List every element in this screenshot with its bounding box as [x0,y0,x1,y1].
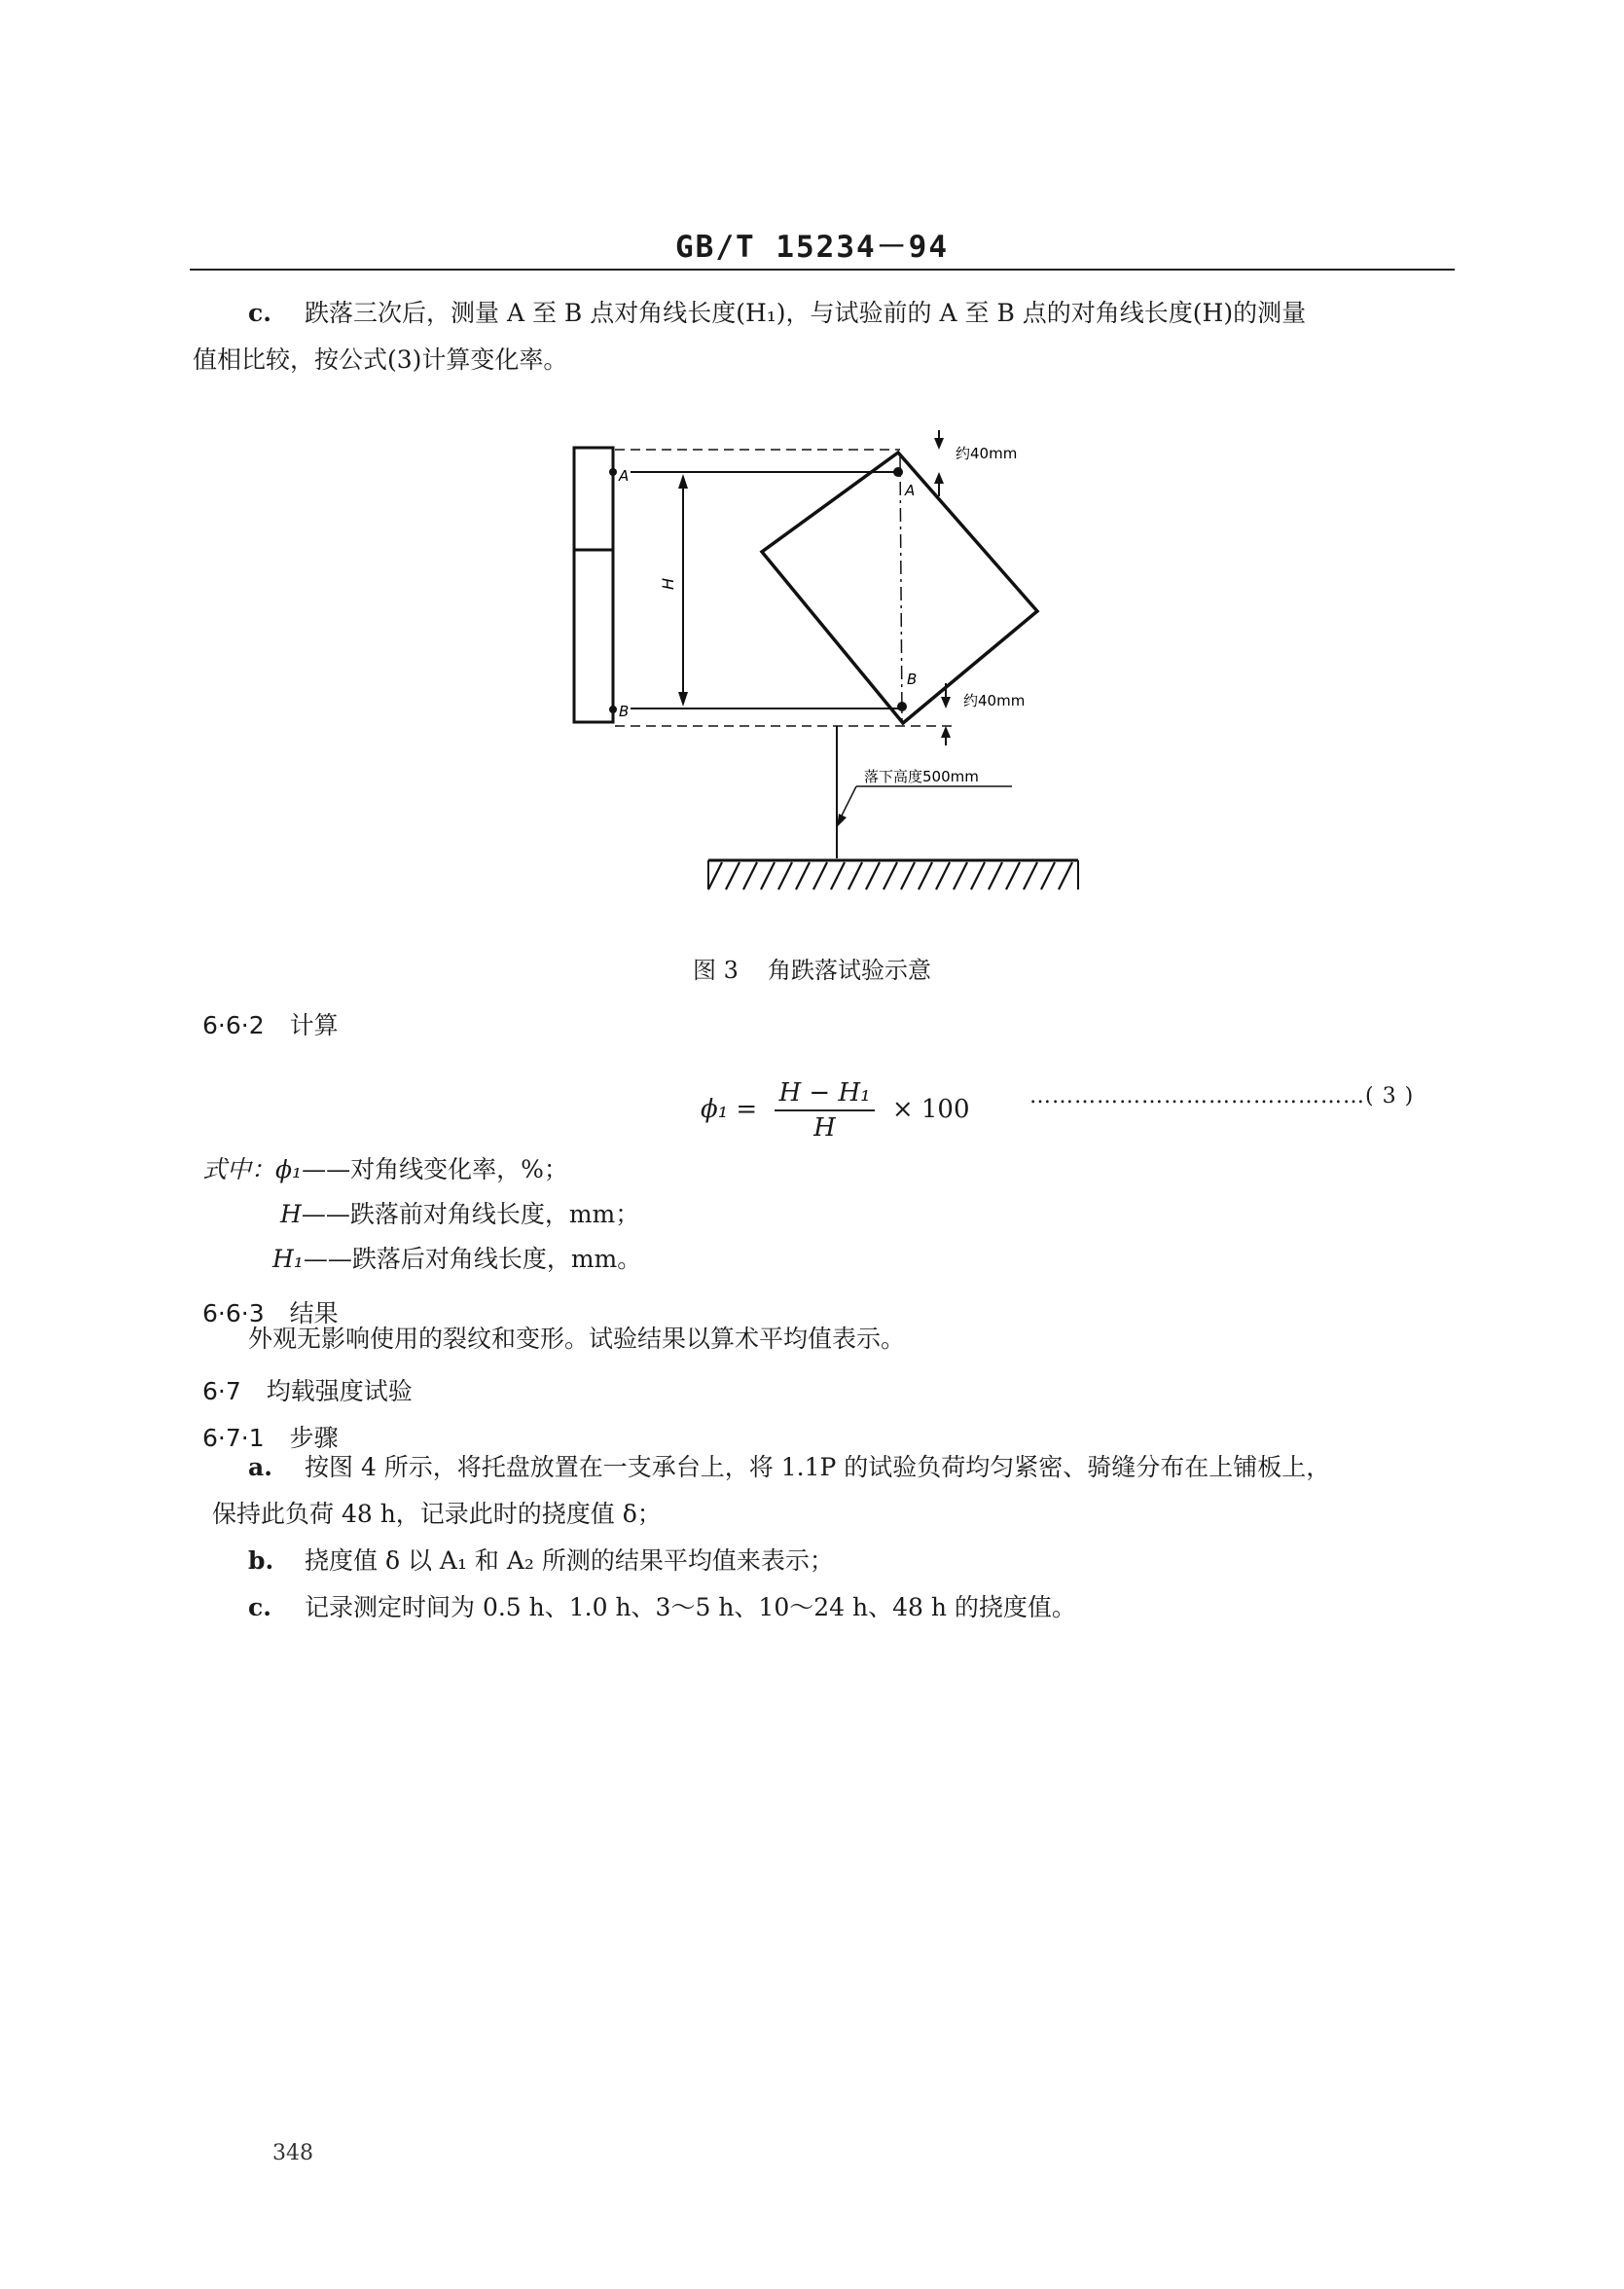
step-a-label: a. [248,1453,272,1481]
formula-number: ( 3 ) [1365,1084,1415,1108]
page-number: 348 [272,2141,313,2165]
drop-height-leader-arrow [837,814,847,827]
section-6-7-1-title: 步骤 [289,1424,339,1452]
definition-h1-symbol: H₁ [272,1245,304,1273]
corner-point-b [897,702,907,711]
section-6-6-3-body: 外观无影响使用的裂纹和变形。试验结果以算术平均值表示。 [248,1325,906,1353]
definition-h1 [272,1236,641,1283]
caption-title: 角跌落试验示意 [767,957,931,984]
step-b-label: b. [248,1546,274,1575]
corner-label-a: A [905,482,916,499]
header-rule [190,269,1455,271]
gap-top-arrowhead-upper [934,438,944,450]
step-a-text1: 按图 4 所示，将托盘放置在一支承台上，将 1.1P 的试验负荷均匀紧密、骑缝分布在上铺板上， [305,1453,1331,1481]
definition-h [280,1191,639,1238]
h-arrow-top [678,474,688,489]
ground-hatching [708,862,1072,890]
tilted-pallet [762,453,1037,723]
definition-h-symbol: H [280,1200,302,1228]
formula-lhs: ϕ₁ = [701,1095,758,1124]
section-6-6-2-title: 计算 [289,1011,339,1039]
corner-drop-diagram [545,428,1109,915]
section-6-6-2 [202,1006,339,1041]
step-b-text: 挠度值 δ 以 A₁ 和 A₂ 所测的结果平均值来表示； [305,1546,834,1575]
formula-numerator: H − H₁ [775,1078,874,1111]
h-label: H [659,577,677,590]
side-point-a [609,468,617,476]
step-c-text1: 跌落三次后，测量 A 至 B 点对角线长度(H₁)，与试验前的 A 至 B 点的对角线长度(H)的测量 [305,299,1307,327]
definition-phi-text: ——对角线变化率，%； [302,1155,568,1183]
formula-multiplier: × 100 [891,1095,970,1124]
diagonal-centerline [900,455,902,720]
side-point-b [609,706,617,713]
formula-leader-line [1029,1084,1414,1108]
pallet-side-view [574,448,613,722]
step-c2-text: 记录测定时间为 0.5 h、1.0 h、3～5 h、10～24 h、48 h 的挠度值。 [305,1593,1076,1621]
step-b [248,1538,834,1584]
caption-number: 图 3 [693,957,739,984]
step-a-line2: 保持此负荷 48 h，记录此时的挠度值 δ； [212,1500,662,1528]
section-6-7-1-number: 6·7·1 [202,1424,265,1452]
formula-leader: ……………………………………… [1029,1084,1365,1108]
side-label-b: B [619,703,630,720]
section-6-6-2-number: 6·6·2 [202,1011,265,1039]
gap-bottom-label: 约40mm [963,692,1026,709]
definition-h1-text: ——跌落后对角线长度，mm。 [303,1245,642,1273]
section-6-6-3-title: 结果 [289,1299,339,1327]
gap-top-arrowhead-lower [934,472,944,484]
section-6-7-number: 6·7 [202,1377,241,1405]
corner-label-b: B [907,671,918,688]
figure-caption [0,951,1624,985]
step-c-line1 [248,290,1306,337]
definition-phi-symbol: 式中：ϕ₁ [202,1155,303,1183]
standard-number: GB/T 15234－94 [675,230,949,265]
definition-phi [202,1146,568,1193]
step-c-line2: 值相比较，按公式(3)计算变化率。 [193,345,568,374]
corner-point-a [893,467,903,477]
step-c2-label: c. [248,1593,271,1621]
formula [701,1078,970,1143]
section-6-7 [202,1372,413,1407]
drop-height-label: 落下高度500mm [864,768,979,785]
formula-fraction [775,1078,874,1143]
h-arrow-bottom [678,692,688,707]
side-label-a: A [619,467,630,485]
section-6-6-3-number: 6·6·3 [202,1299,265,1327]
gap-bottom-arrowhead-upper [941,697,951,708]
gap-top-label: 约40mm [956,445,1018,462]
gap-bottom-arrowhead-lower [941,726,951,738]
step-a-line1 [248,1444,1330,1491]
step-c-label: c. [248,299,271,327]
formula-denominator: H [813,1113,836,1143]
definition-h-text: ——跌落前对角线长度，mm； [301,1200,640,1228]
step-c2 [248,1584,1076,1631]
section-6-7-title: 均载强度试验 [266,1377,413,1405]
